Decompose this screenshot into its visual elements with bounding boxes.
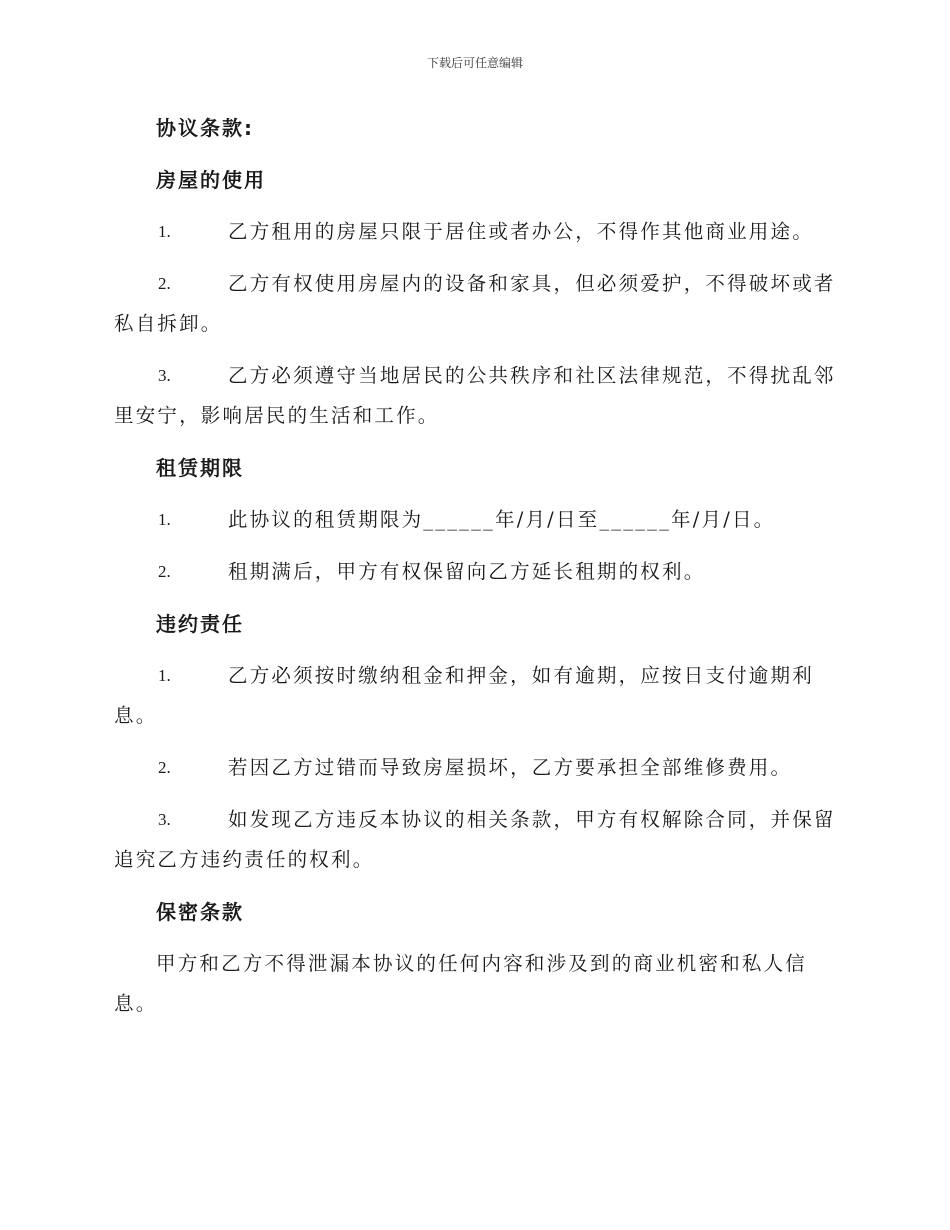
list-item xyxy=(114,500,836,540)
item-text: 乙方租用的房屋只限于居住或者办公，不得作其他商业用途。 xyxy=(228,220,814,243)
item-number: 2. xyxy=(158,562,171,581)
item-number: 2. xyxy=(158,274,171,293)
list-item xyxy=(114,212,836,252)
list-item xyxy=(114,748,836,788)
section-heading-house-use: 房屋的使用 xyxy=(156,168,266,192)
item-number: 3. xyxy=(158,810,171,829)
item-text: 租期满后，甲方有权保留向乙方延长租期的权利。 xyxy=(228,560,706,583)
list-item xyxy=(114,356,836,436)
section-heading-confidentiality: 保密条款 xyxy=(156,900,244,924)
item-text: 乙方有权使用房屋内的设备和家具，但必须爱护，不得破坏或者私自拆卸。 xyxy=(114,272,836,335)
page-header: 下载后可任意编辑 xyxy=(426,56,523,70)
item-number: 3. xyxy=(158,366,171,385)
list-item xyxy=(114,552,836,592)
list-item xyxy=(114,800,836,880)
item-number: 2. xyxy=(158,758,171,777)
item-text: 乙方必须遵守当地居民的公共秩序和社区法律规范，不得扰乱邻里安宁，影响居民的生活和工作。 xyxy=(114,364,836,427)
section-heading-lease-term: 租赁期限 xyxy=(156,456,244,480)
item-text: 此协议的租赁期限为______年/月/日至______年/月/日。 xyxy=(228,508,776,531)
item-text: 如发现乙方违反本协议的相关条款，甲方有权解除合同，并保留追究乙方违约责任的权利。 xyxy=(114,808,836,871)
section-heading-breach-liability: 违约责任 xyxy=(156,612,244,636)
list-item xyxy=(114,656,836,736)
document-body xyxy=(114,108,836,1036)
item-number: 1. xyxy=(158,666,171,685)
confidentiality-paragraph: 甲方和乙方不得泄漏本协议的任何内容和涉及到的商业机密和私人信息。 xyxy=(114,952,808,1015)
item-text: 若因乙方过错而导致房屋损坏，乙方要承担全部维修费用。 xyxy=(228,756,793,779)
item-text: 乙方必须按时缴纳租金和押金，如有逾期，应按日支付逾期利息。 xyxy=(114,664,814,727)
item-number: 1. xyxy=(158,222,171,241)
item-number: 1. xyxy=(158,510,171,529)
section-heading-agreement-terms: 协议条款: xyxy=(156,116,254,140)
list-item xyxy=(114,264,836,344)
